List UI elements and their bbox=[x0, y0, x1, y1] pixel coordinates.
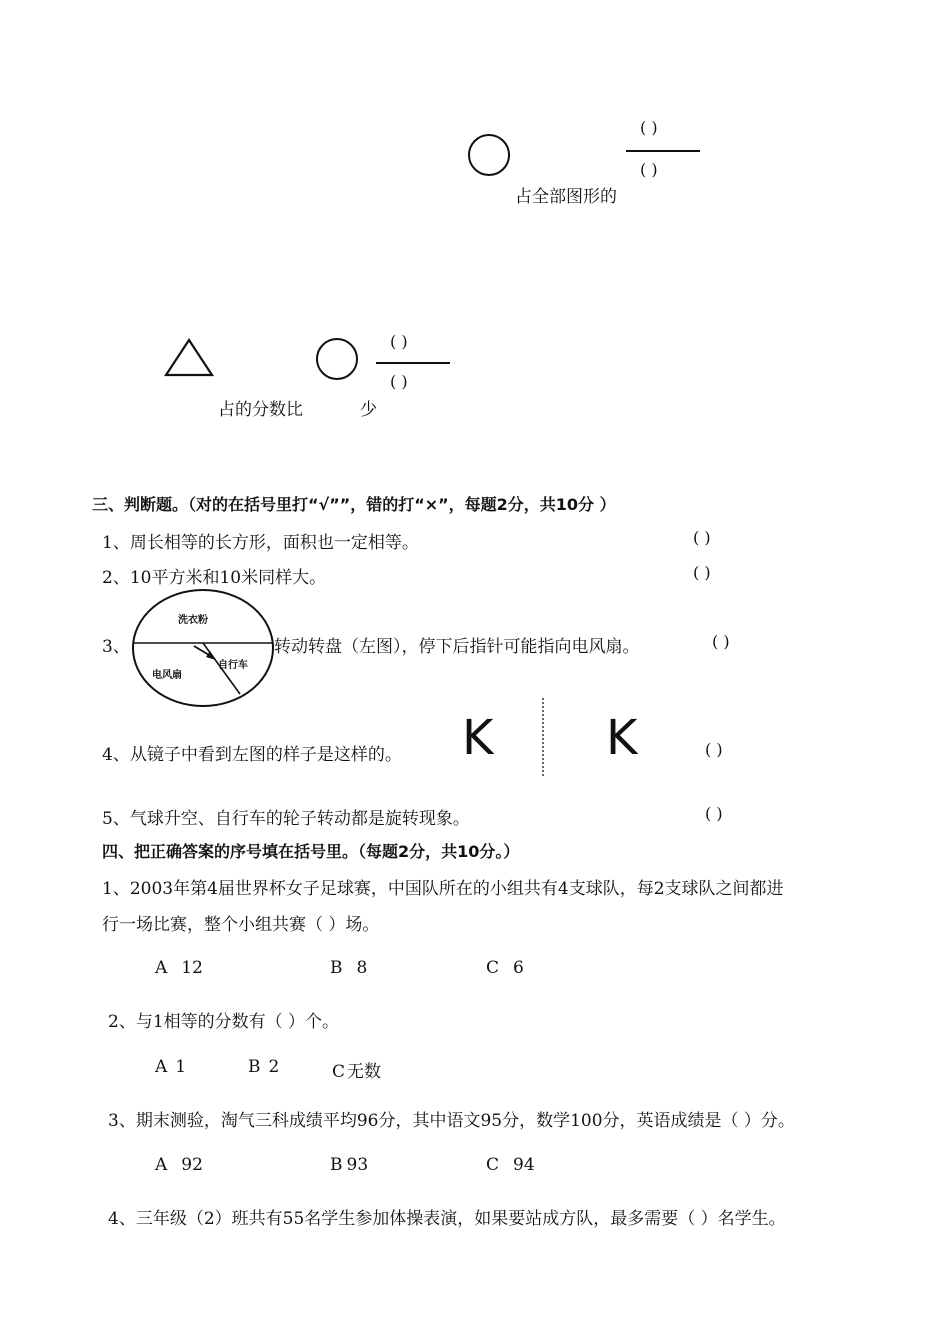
question-text: 5、气球升空、自行车的轮子转动都是旋转现象。 bbox=[102, 809, 470, 829]
option-c: C 94 bbox=[486, 1155, 535, 1175]
question-text: 3、期末测验，淘气三科成绩平均96分，其中语文95分，数学100分，英语成绩是（ ）分。 bbox=[108, 1111, 795, 1131]
question-text: 2、10平方米和10米同样大。 bbox=[102, 568, 327, 588]
spinner-wheel-diagram bbox=[130, 588, 276, 710]
question-text: 4、三年级（2）班共有55名学生参加体操表演，如果要站成方队，最多需要（ ）名学生。 bbox=[108, 1209, 786, 1229]
section-heading-judgement: 三、判断题。（对的在括号里打“√””，错的打“×”，每题2分，共10分 ） bbox=[92, 495, 616, 514]
option-c: C 无数 bbox=[332, 1062, 382, 1082]
fraction-denominator: ( ) bbox=[640, 160, 658, 179]
triangle-shape bbox=[163, 337, 215, 379]
section-heading-multiple-choice: 四、把正确答案的序号填在括号里。（每题2分，共10分。） bbox=[102, 842, 520, 861]
question-number: 3、 bbox=[102, 637, 130, 657]
option-b: B 8 bbox=[330, 958, 368, 978]
option-c: C 6 bbox=[486, 958, 524, 978]
option-a: A 92 bbox=[155, 1155, 203, 1175]
fraction-caption-suffix: 少 bbox=[360, 400, 377, 420]
mirror-line bbox=[541, 698, 545, 778]
fraction-numerator: ( ) bbox=[640, 118, 658, 137]
fraction-caption: 占全部图形的 bbox=[515, 187, 617, 207]
answer-parentheses: ( ) bbox=[712, 632, 730, 651]
wheel-label-left: 电风扇 bbox=[152, 670, 182, 681]
answer-parentheses: ( ) bbox=[693, 563, 711, 582]
question-text: 行一场比赛，整个小组共赛（ ）场。 bbox=[102, 915, 380, 935]
answer-parentheses: ( ) bbox=[705, 740, 723, 759]
fraction-denominator: ( ) bbox=[390, 372, 408, 391]
question-text: 4、从镜子中看到左图的样子是这样的。 bbox=[102, 745, 402, 765]
question-text: 1、2003年第4届世界杯女子足球赛，中国队所在的小组共有4支球队，每2支球队之间都进 bbox=[102, 879, 784, 899]
letter-original: K bbox=[462, 710, 494, 766]
wheel-label-top: 洗衣粉 bbox=[178, 615, 208, 626]
answer-parentheses: ( ) bbox=[705, 804, 723, 823]
answer-parentheses: ( ) bbox=[693, 528, 711, 547]
fraction-numerator: ( ) bbox=[390, 332, 408, 351]
fraction-bar bbox=[376, 362, 450, 364]
fraction-caption: 占的分数比 bbox=[218, 400, 303, 420]
circle-shape bbox=[316, 338, 358, 380]
letter-mirrored: K bbox=[606, 710, 638, 766]
fraction-bar bbox=[626, 150, 700, 152]
option-b: B 2 bbox=[248, 1057, 280, 1077]
question-text: 转动转盘（左图），停下后指针可能指向电风扇。 bbox=[274, 637, 640, 657]
option-a: A 1 bbox=[155, 1057, 187, 1077]
option-b: B 93 bbox=[330, 1155, 369, 1175]
question-text: 2、与1相等的分数有（ ）个。 bbox=[108, 1012, 340, 1032]
question-text: 1、周长相等的长方形，面积也一定相等。 bbox=[102, 533, 419, 553]
circle-shape bbox=[468, 134, 510, 176]
wheel-label-right: 自行车 bbox=[218, 660, 248, 671]
option-a: A 12 bbox=[155, 958, 203, 978]
